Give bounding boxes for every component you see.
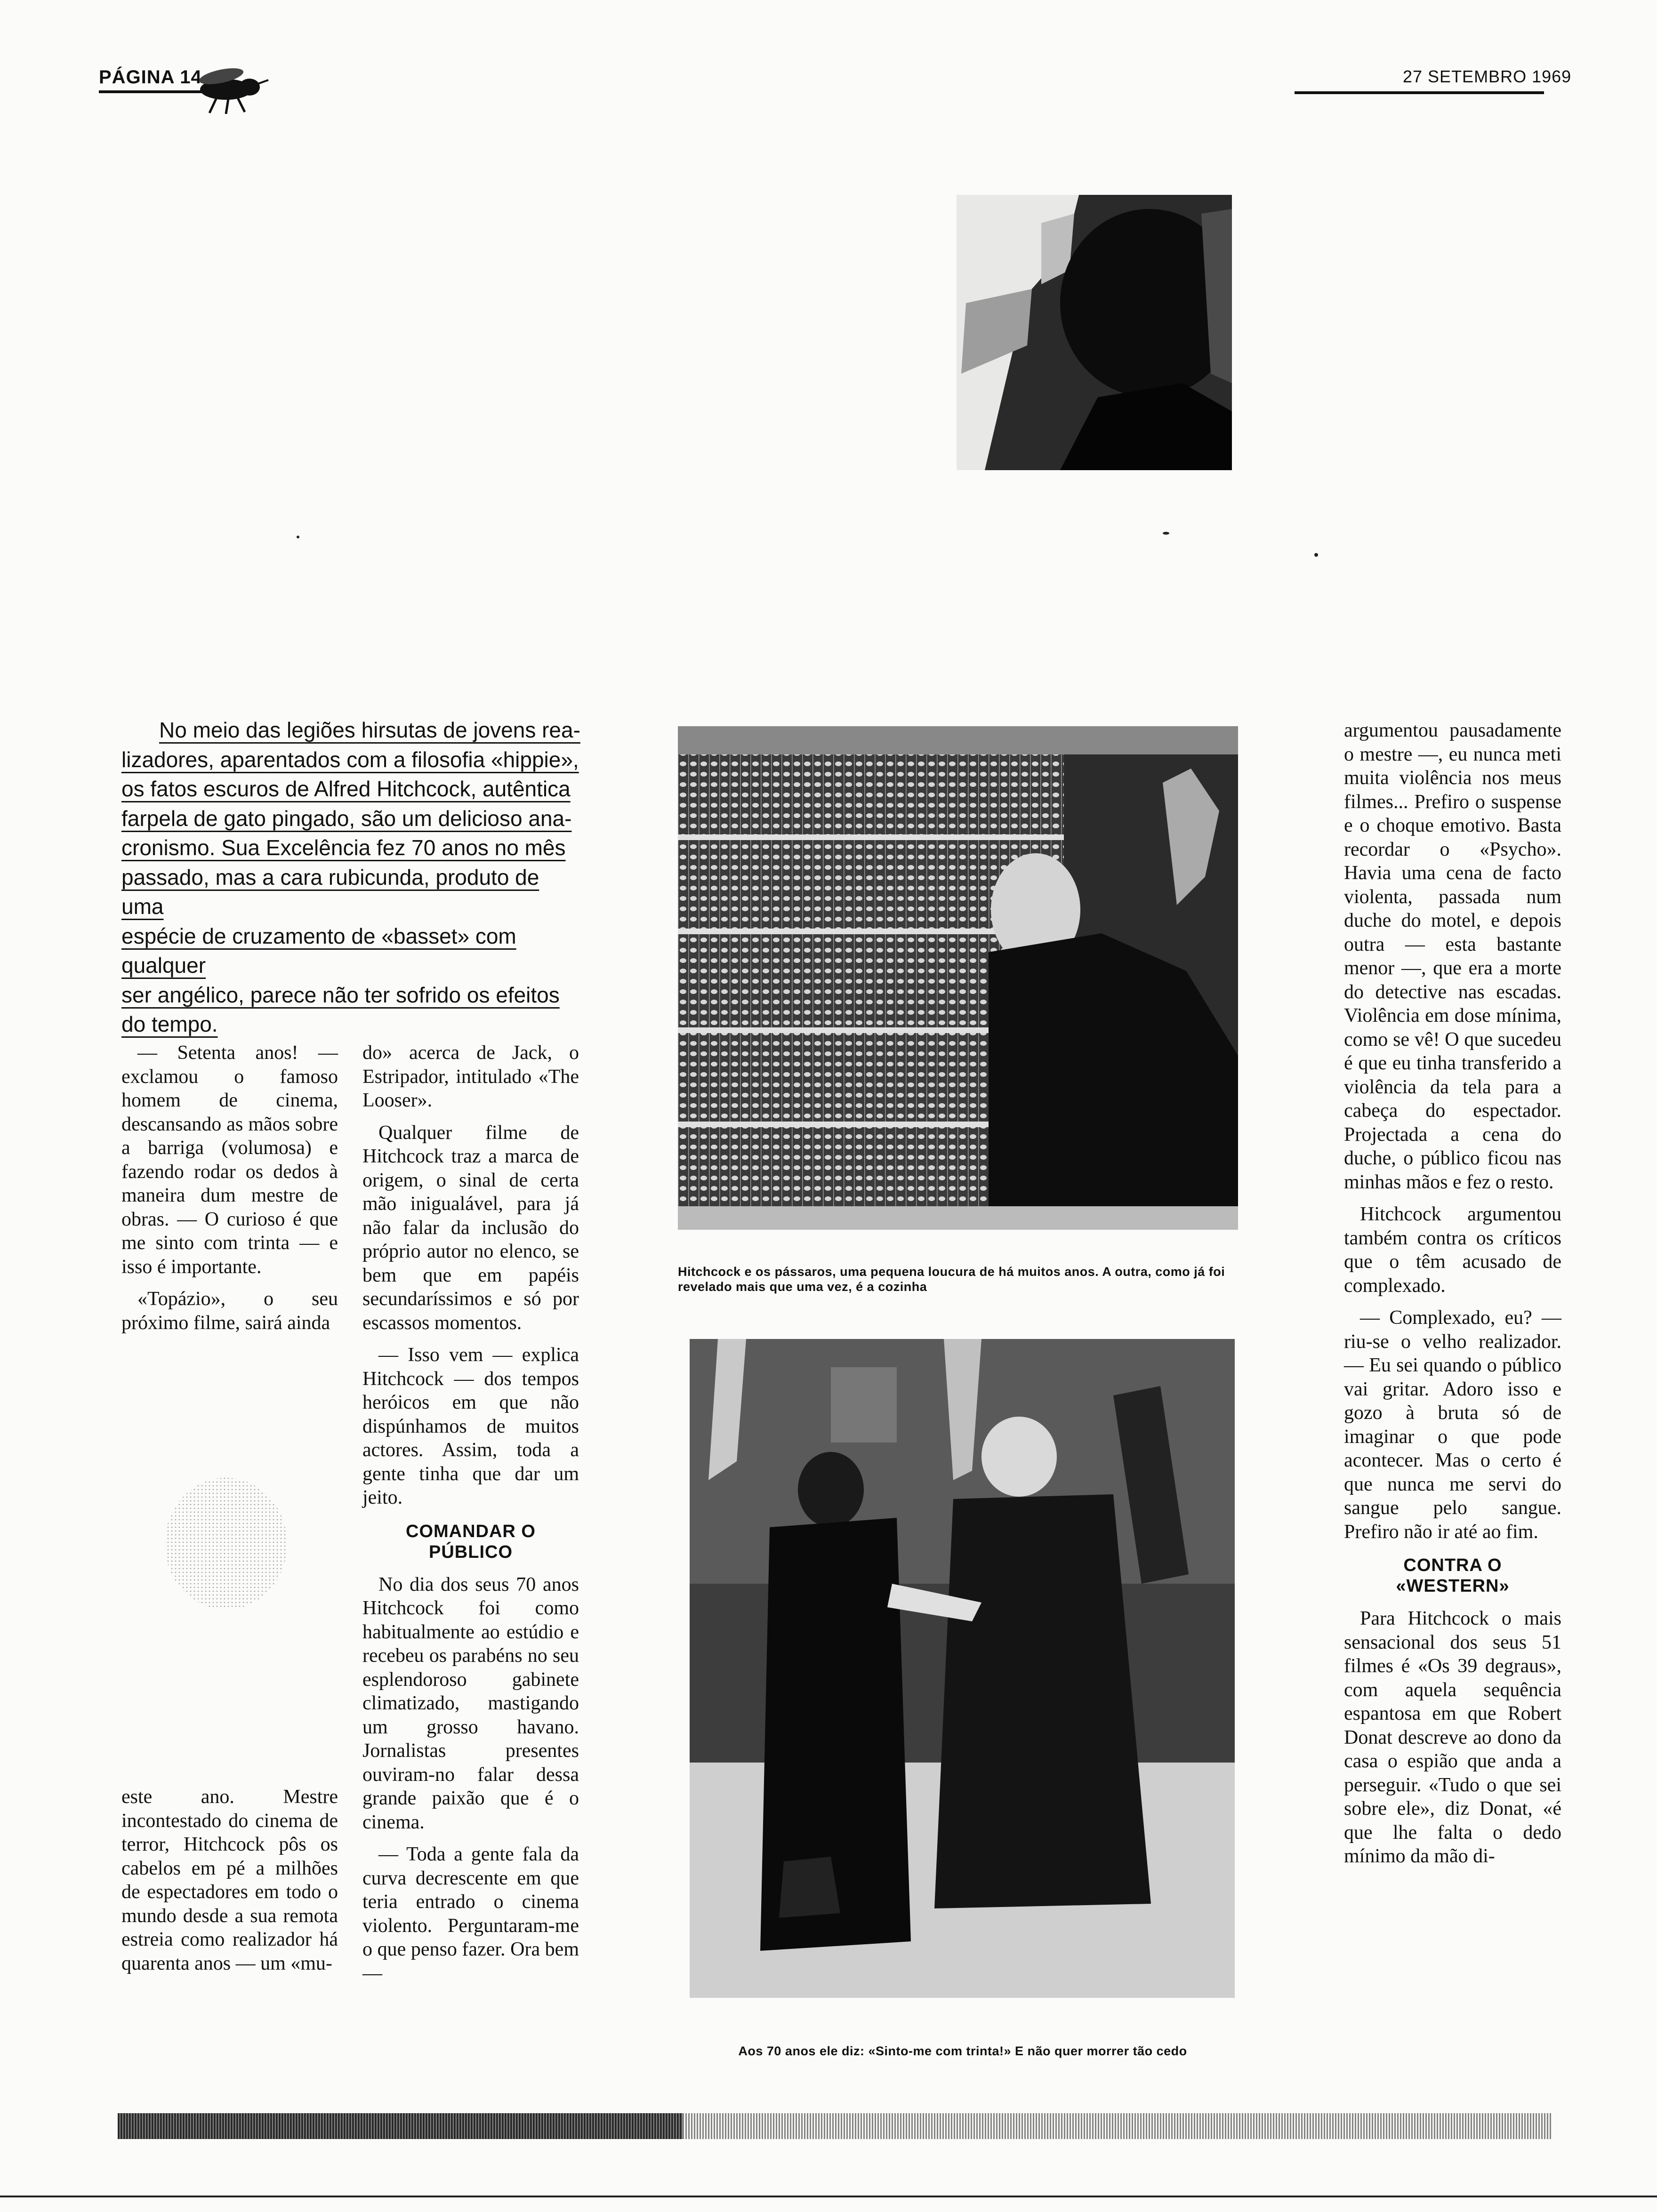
body-paragraph: «Topázio», o seu próximo filme, sairá ainda <box>121 1288 338 1334</box>
section-heading: COMANDAR O PÚBLICO <box>406 1521 536 1562</box>
lead-line: espécie de cruzamento de «basset» com qualquer <box>121 923 516 978</box>
birds-photo-caption: Hitchcock e os pássaros, uma pequena loucura de há muitos anos. A outra, como já foi revelado mais que uma vez, é a cozinha <box>678 1265 1225 1294</box>
lead-line: ser angélico, parece não ter sofrido os efeitos <box>121 982 560 1007</box>
hitchcock-greeting-photo <box>690 1339 1235 1998</box>
section-heading: CONTRA O «WESTERN» <box>1396 1555 1510 1596</box>
page-number: PÁGINA 14 <box>99 67 202 88</box>
body-paragraph: do» acerca de Jack, o Estripador, intitulado «The Looser». <box>362 1042 579 1111</box>
column-1-top <box>121 1041 338 1343</box>
fly-icon <box>193 61 273 118</box>
lead-line: passado, mas a cara rubicunda, produto de uma <box>121 865 539 919</box>
hitchcock-profile-photo <box>957 195 1232 470</box>
body-paragraph: este ano. Mestre incontestado do cinema de terror, Hitchcock pôs os cabelos em pé a milhões de espectadores em todo o mundo desde a sua remota estreia como realizador há quarenta anos — um «mu- <box>121 1786 338 1974</box>
faded-smudge <box>155 1473 297 1614</box>
lead-line: farpela de gato pingado, são um delicioso ana- <box>121 806 572 831</box>
ink-speck <box>1314 553 1318 557</box>
body-paragraph: — Complexado, eu? — riu-se o velho realizador. — Eu sei quando o público vai gritar. Adoro isso e gozo à bruta só de imaginar o que pode acontecer. Mas o certo é que nunca me servi do sangue pelo sangue. Prefiro não ir até ao fim. <box>1344 1307 1561 1543</box>
lead-line: os fatos escuros de Alfred Hitchcock, autêntica <box>121 777 571 801</box>
lead-line: do tempo. <box>121 1012 218 1036</box>
ink-speck <box>1163 532 1169 535</box>
body-paragraph: No dia dos seus 70 anos Hitchcock foi como habitualmente ao estúdio e recebeu os parabéns no seu esplendoroso gabinete climatizado, mastigando um grosso havano. Jornalistas presentes ouviram-no falar dessa grande paixão que é o cinema. <box>362 1573 579 1833</box>
ink-speck <box>297 536 299 538</box>
body-paragraph: Hitchcock argumentou também contra os críticos que o têm acusado de complexado. <box>1344 1203 1561 1297</box>
lead-line: cronismo. Sua Excelência fez 70 anos no mês <box>121 835 566 860</box>
column-1-bottom <box>121 1785 338 1984</box>
greeting-photo-caption: Aos 70 anos ele diz: «Sinto-me com trinta!» E não quer morrer tão cedo <box>738 2044 1187 2058</box>
lead-line: lizadores, aparentados com a filosofia «hippie», <box>121 747 579 772</box>
issue-date: 27 SETEMBRO 1969 <box>1403 67 1572 86</box>
body-paragraph: Qualquer filme de Hitchcock traz a marca de origem, o sinal de certa mão inigualável, para já não falar da inclusão do próprio autor no elenco, se bem que em papéis secundaríssimos e só por escassos momentos. <box>362 1122 579 1334</box>
halftone-strip-dark <box>118 2113 683 2139</box>
column-2 <box>362 1041 579 1994</box>
hitchcock-birds-photo <box>678 726 1238 1230</box>
header-rule-left <box>99 90 207 93</box>
body-paragraph: argumentou pausadamente o mestre —, eu nunca meti muita violência nos meus filmes... Prefiro o suspense e o choque emotivo. Basta recordar o «Psycho». Havia uma cena de facto violenta, passada num duche do motel, e depois outra — esta bastante menor —, que era a morte do detective nas escadas. Violência em dose mínima, como se vê! O que sucedeu é que eu tinha transferido a violência da tela para a cabeça do espectador. Projectada a cena do duche, o público ficou nas minhas mãos e fez o resto. <box>1344 720 1561 1193</box>
header-rule-right <box>1295 91 1544 94</box>
lead-paragraph <box>121 715 580 1039</box>
page-bottom-rule <box>0 2196 1657 2197</box>
body-paragraph: — Isso vem — explica Hitchcock — dos tempos heróicos em que não dispúnhamos de muitos actores. Assim, toda a gente tinha que dar um jeito. <box>362 1344 579 1508</box>
lead-line: No meio das legiões hirsutas de jovens rea- <box>159 718 580 742</box>
column-3 <box>1344 719 1561 1877</box>
body-paragraph: — Setenta anos! — exclamou o famoso homem de cinema, descansando as mãos sobre a barriga (volumosa) e fazendo rodar os dedos à maneira dum mestre de obras. — O curioso é que me sinto com trinta — e isso é importante. <box>121 1042 338 1278</box>
body-paragraph: Para Hitchcock o mais sensacional dos seus 51 filmes é «Os 39 degraus», com aquela sequência espantosa em que Robert Donat descreve ao dono da casa o espião que anda a perseguir. «Tudo o que sei sobre ele», diz Donat, «é que lhe falta o dedo mínimo da mão di- <box>1344 1608 1561 1867</box>
body-paragraph: — Toda a gente fala da curva decrescente em que teria entrado o cinema violento. Perguntaram-me o que penso fazer. Ora bem — <box>362 1843 579 1984</box>
